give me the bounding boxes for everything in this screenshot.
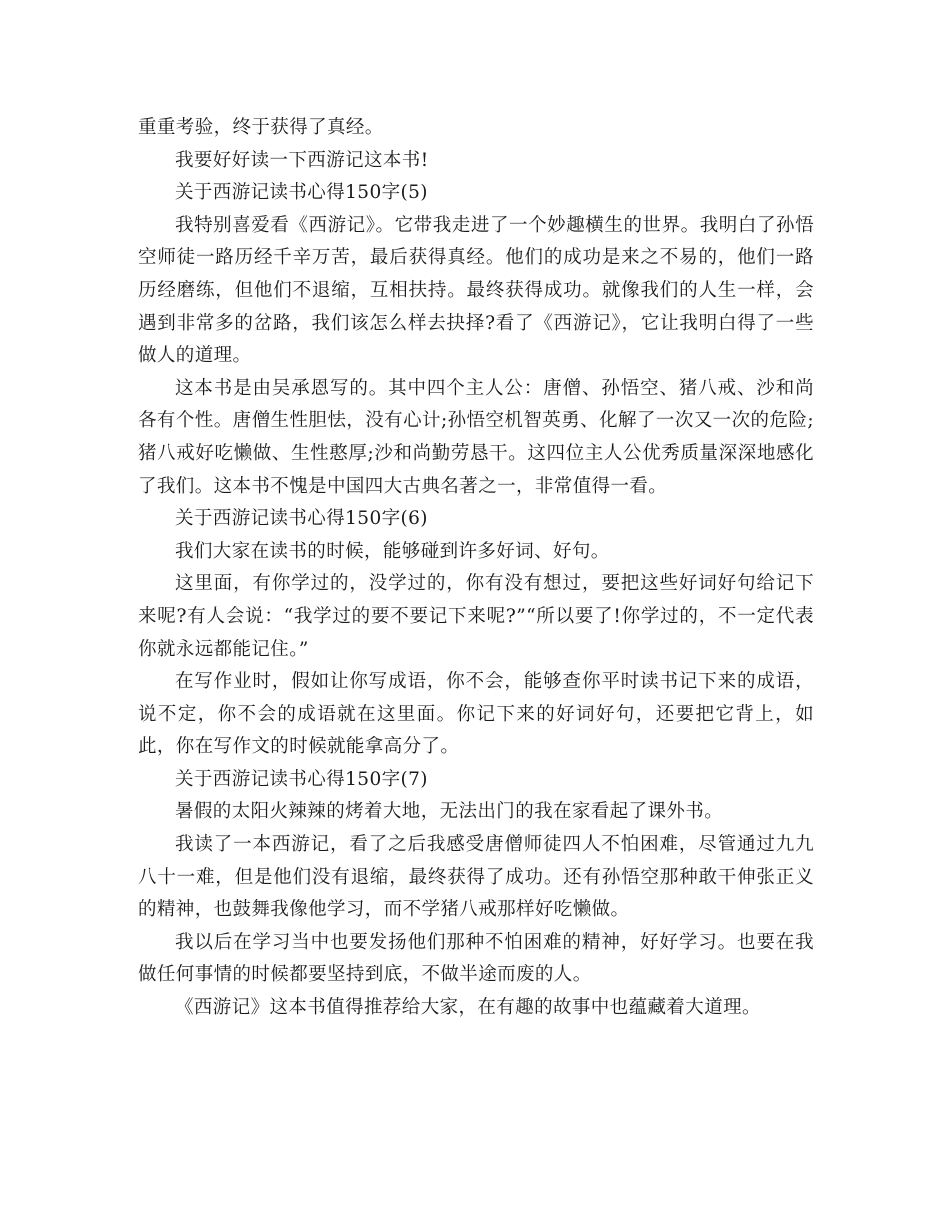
paragraph: 我特别喜爱看《西游记》。它带我走进了一个妙趣横生的世界。我明白了孙悟空师徒一路历经千辛万苦，最后获得真经。他们的成功是来之不易的，他们一路历经磨练，但他们不退缩，互相扶持。最终获得成功。就像我们的人生一样，会遇到非常多的岔路，我们该怎么样去抉择?看了《西游记》，它让我明白得了一些做人的道理。 [138,214,814,367]
paragraph: 这里面，有你学过的，没学过的，你有没有想过，要把这些好词好句给记下来呢?有人会说：“我学过的要不要记下来呢?”“所以要了!你学过的，不一定代表你就永远都能记住。” [138,573,814,660]
paragraph: 我以后在学习当中也要发扬他们那种不怕困难的精神，好好学习。也要在我做任何事情的时候都要坚持到底，不做半途而废的人。 [138,931,814,986]
paragraph-continuation: 重重考验，终于获得了真经。 [138,117,384,138]
paragraph: 《西游记》这本书值得推荐给大家，在有趣的故事中也蕴藏着大道理。 [175,997,761,1019]
paragraph: 我读了一本西游记，看了之后我感受唐僧师徒四人不怕困难，尽管通过九九八十一难，但是他们没有退缩，最终获得了成功。还有孙悟空那种敢干伸张正义的精神，也鼓舞我像他学习，而不学猪八戒那样好吃懒做。 [138,834,814,921]
section-heading-7: 关于西游记读书心得150字(7) [175,768,428,790]
paragraph: 我要好好读一下西游记这本书! [175,149,429,171]
section-heading-6: 关于西游记读书心得150字(6) [175,508,428,530]
paragraph: 这本书是由吴承恩写的。其中四个主人公：唐僧、孙悟空、猪八戒、沙和尚各有个性。唐僧生性胆怯，没有心计;孙悟空机智英勇、化解了一次又一次的危险;猪八戒好吃懒做、生性憨厚;沙和尚勤劳恳干。这四位主人公优秀质量深深地感化了我们。这本书不愧是中国四大古典名著之一，非常值得一看。 [138,377,814,497]
document-page [138,112,814,1025]
paragraph: 在写作业时，假如让你写成语，你不会，能够查你平时读书记下来的成语，说不定，你不会的成语就在这里面。你记下来的好词好句，还要把它背上，如此，你在写作文的时候就能拿高分了。 [138,671,814,758]
paragraph: 暑假的太阳火辣辣的烤着大地，无法出门的我在家看起了课外书。 [175,801,724,823]
paragraph: 我们大家在读书的时候，能够碰到许多好词、好句。 [175,540,610,562]
section-heading-5: 关于西游记读书心得150字(5) [175,182,428,204]
